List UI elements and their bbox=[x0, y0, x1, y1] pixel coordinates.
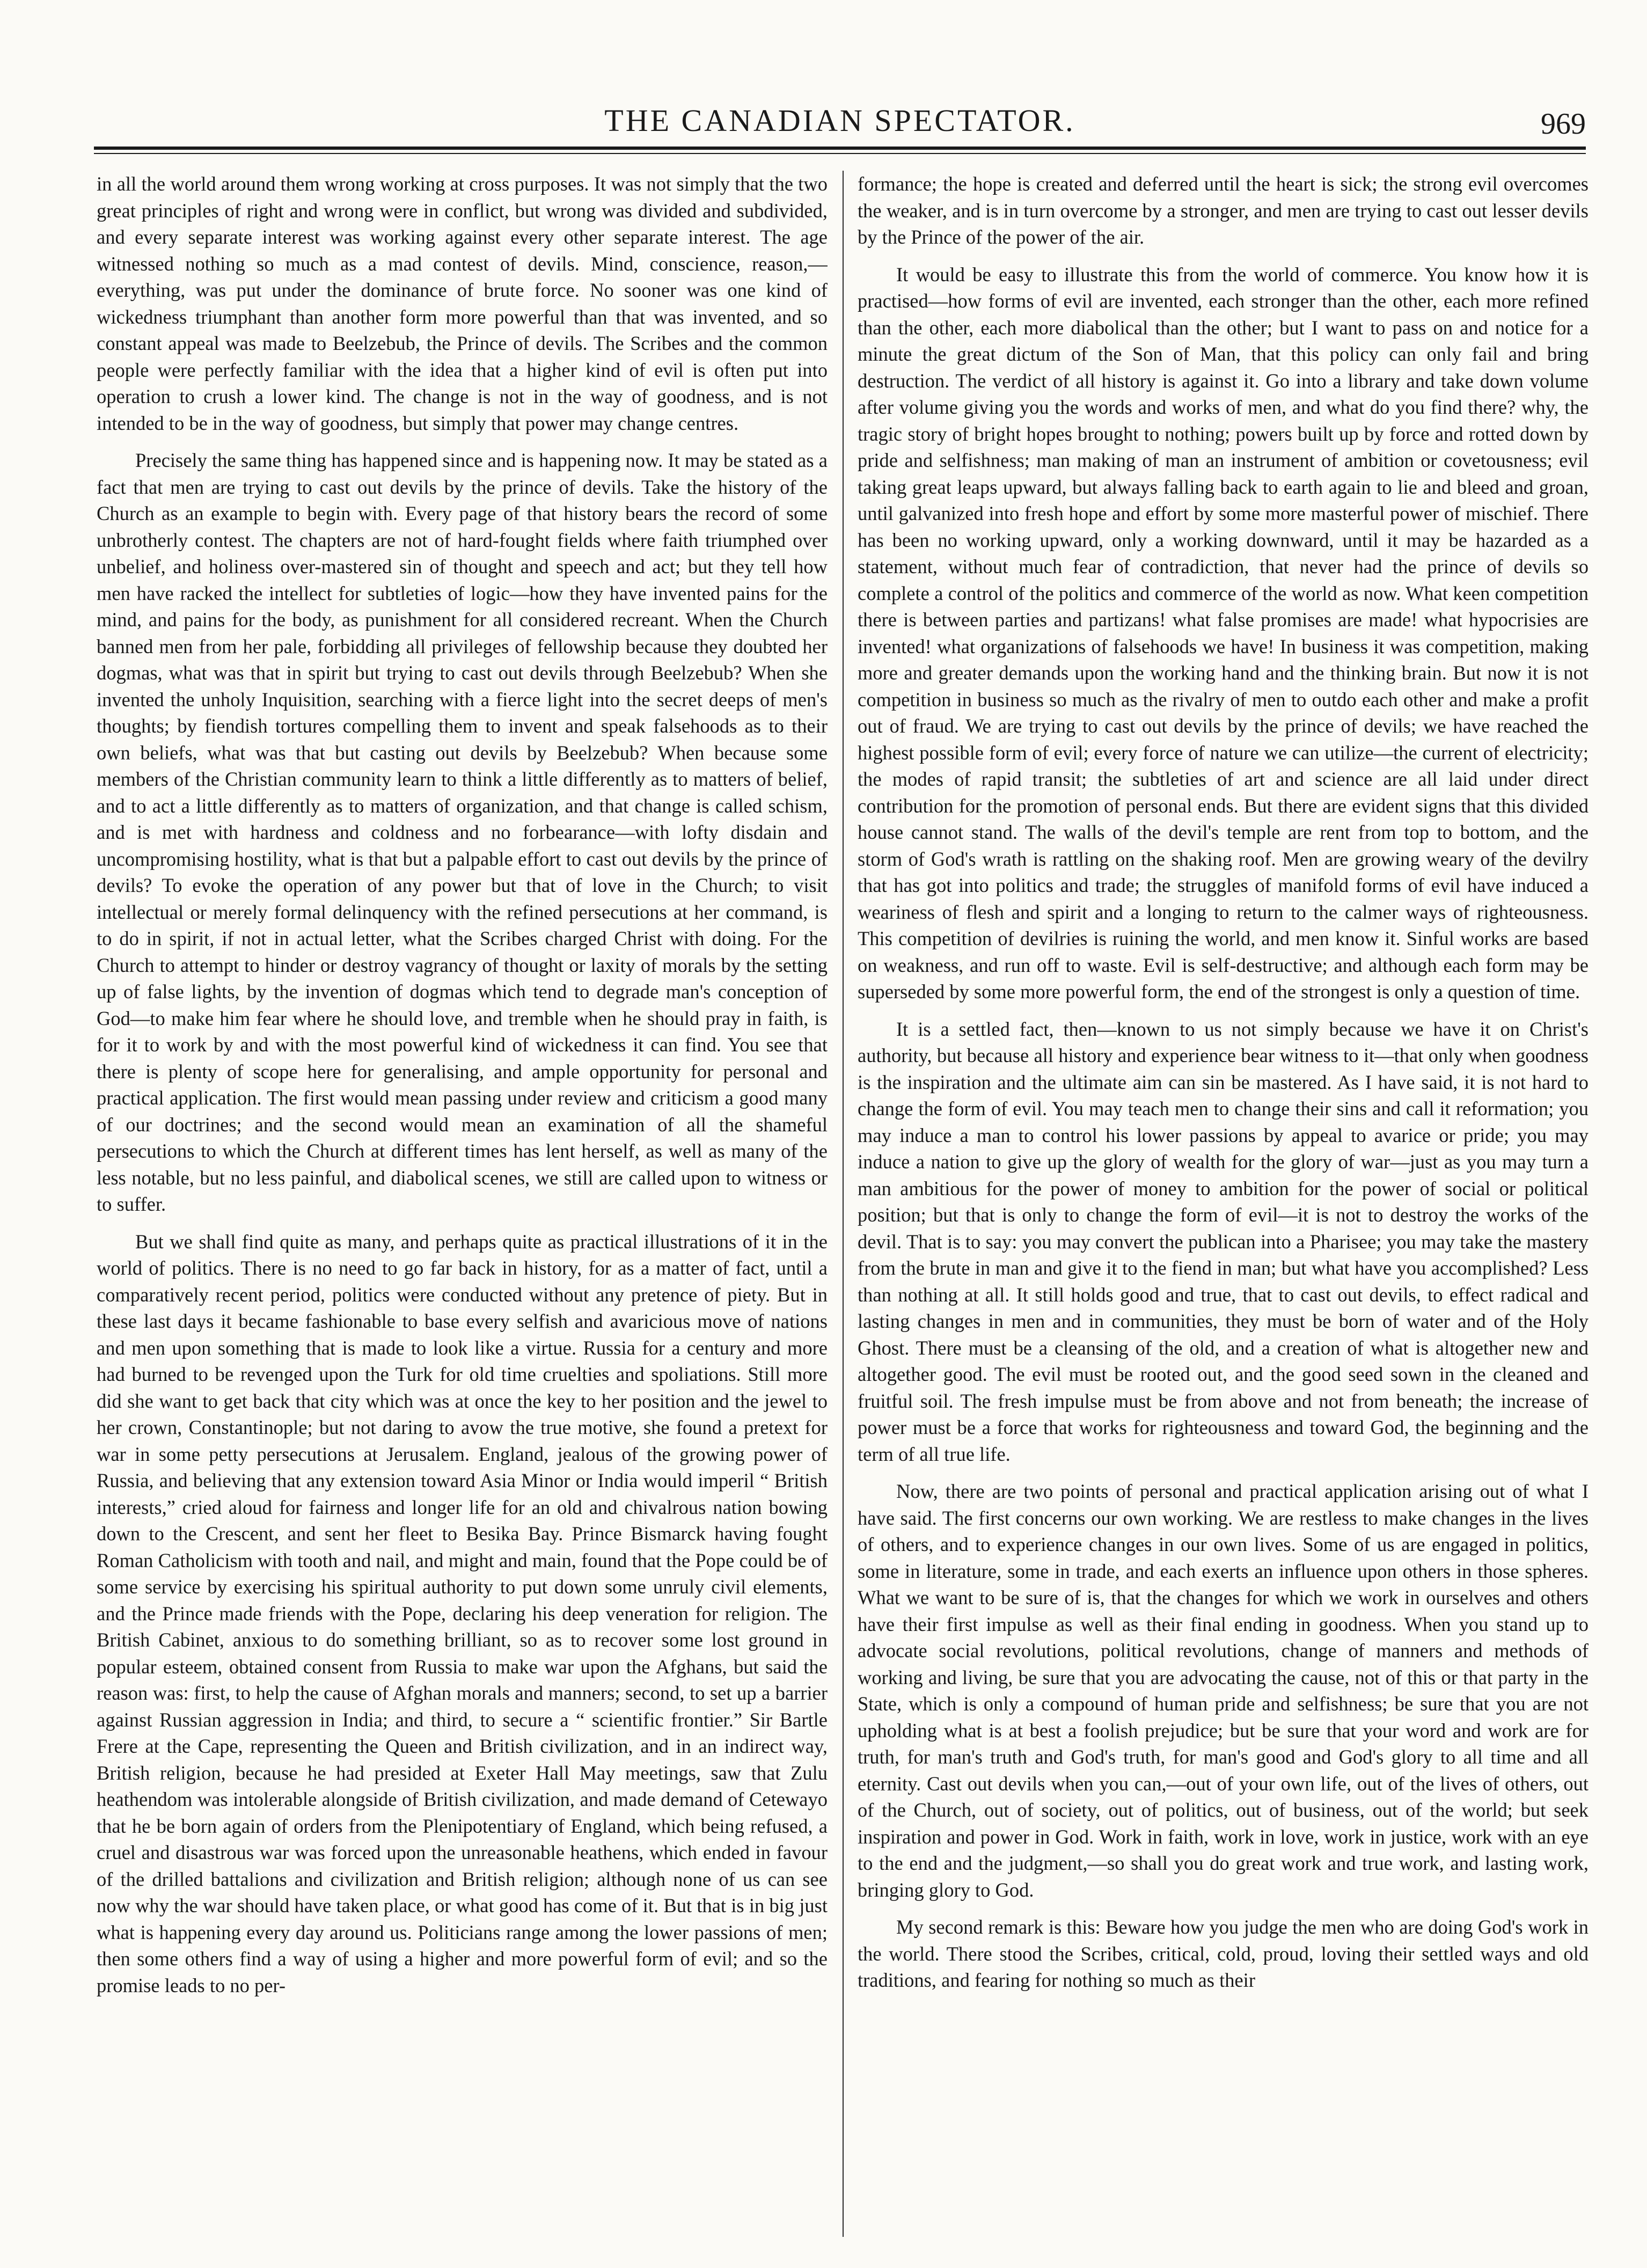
left-paragraph-1: in all the world around them wrong working at cross purposes. It was not simply that the two great principles of right and wrong were in conflict, but wrong was divided and subdivided, and every separate interest was working against every other separate interest. The age witnessed nothing so much as a mad contest of devils. Mind, conscience, reason,—everything, was put under the dominance of brute force. No sooner was one kind of wickedness triumphant than another form more powerful than that was invented, and so constant appeal was made to Beelzebub, the Prince of devils. The Scribes and the common people were perfectly familiar with the idea that a higher kind of evil is often put into operation to crush a lower kind. The change is not in the way of goodness, and is not intended to be in the way of goodness, but simply that power may change centres. bbox=[97, 173, 828, 434]
page-number: 969 bbox=[1541, 107, 1586, 141]
left-paragraph-2: Precisely the same thing has happened since and is happening now. It may be stated as a fact that men are trying to cast out devils by the prince of devils. Take the history of the Church as an example to begin with. Every page of that history bears the record of some unbrotherly contest. The chapters are not of hard-fought fields where faith triumphed over unbelief, and holiness over-mastered sin of thought and speech and act; but they tell how men have racked the intellect for subtleties of logic—how they have invented pains for the mind, and pains for the body, as punishment for all considered recreant. When the Church banned men from her pale, forbidding all privileges of fellowship because they doubted her dogmas, what was that in spirit but trying to cast out devils through Beelzebub? When she invented the unholy Inquisition, searching with a fierce light into the secret deeps of men's thoughts; by fiendish tortures compelling them to invent and speak falsehoods as to their own beliefs, what was that but casting out devils by Beelzebub? When because some members of the Christian community learn to think a little differently as to matters of belief, and to act a little differently as to matters of organization, and that change is called schism, and is met with hardness and coldness and no forbearance—with lofty disdain and uncompromising hostility, what is that but a palpable effort to cast out devils by the prince of devils? To evoke the operation of any power but that of love in the Church; to visit intellectual or merely formal delinquency with the refined persecutions at her command, is to do in spirit, if not in actual letter, what the Scribes charged Christ with doing. For the Church to attempt to hinder or destroy vagrancy of thought or laxity of morals by the setting up of false lights, by the invention of dogmas which tend to degrade man's conception of God—to make him fear where he should love, and tremble when he should pray in faith, is for it to work by and with the most powerful kind of wickedness it can find. You see that there is plenty of scope here for generalising, and ample opportunity for personal and practical application. The first would mean passing under review and criticism a good many of our doctrines; and the second would mean an examination of all the shameful persecutions to which the Church at different times has lent herself, as well as many of the less notable, but no less painful, and diabolical scenes, we still are called upon to witness or to suffer. bbox=[97, 449, 828, 1215]
right-column bbox=[858, 171, 1589, 2237]
header-rule-thick bbox=[94, 147, 1586, 150]
right-paragraph-1: formance; the hope is created and deferred until the heart is sick; the strong evil overcomes the weaker, and is in turn overcome by a stronger, and men are trying to cast out lesser devils by the Prince of the power of the air. bbox=[858, 173, 1589, 248]
header-rule-thin bbox=[94, 153, 1586, 154]
right-paragraph-4: Now, there are two points of personal and practical application arising out of what I have said. The first concerns our own working. We are restless to make changes in the lives of others, and to experience changes in our own lives. Some of us are engaged in politics, some in literature, some in trade, and each exerts an influence upon others in those spheres. What we want to be sure of is, that the changes for which we work in ourselves and others have their first impulse as well as their final ending in goodness. When you stand up to advocate social revolutions, political revolutions, change of manners and methods of working and living, be sure that you are advocating the cause, not of this or that party in the State, which is only a compound of human pride and selfishness; be sure that you are not upholding what is at best a foolish prejudice; but be sure that your word and work are for truth, for man's truth and God's truth, for man's good and God's glory to all time and all eternity. Cast out devils when you can,—out of your own life, out of the lives of others, out of the Church, out of society, out of politics, out of business, out of the world; but seek inspiration and power in God. Work in faith, work in love, work in justice, work with an eye to the end and the judgment,—so shall you do great work and true work, and lasting work, bringing glory to God. bbox=[858, 1480, 1589, 1901]
right-paragraph-2: It would be easy to illustrate this from the world of commerce. You know how it is practised—how forms of evil are invented, each stronger than the other, each more refined than the other, each more diabolical than the other; but I want to pass on and notice for a minute the great dictum of the Son of Man, that this policy can only fail and bring destruction. The verdict of all history is against it. Go into a library and take down volume after volume giving you the words and works of men, and what do you find there? why, the tragic story of bright hopes brought to nothing; powers built up by force and rotted down by pride and selfishness; man making of man an instrument of ambition or covetousness; evil taking great leaps upward, but always falling back to earth again to lie and bleed and groan, until galvanized into fresh hope and effort by some more masterful power of mischief. There has been no working upward, only a working downward, until it may be hazarded as a statement, without much fear of contradiction, that never had the prince of devils so complete a control of the politics and commerce of the world as now. What keen competition there is between parties and partizans! what false promises are made! what hypocrisies are invented! what organizations of falsehoods we have! In business it was competition, making more and greater demands upon the working hand and the thinking brain. But now it is not competition in business so much as the rivalry of men to outdo each other and make a profit out of fraud. We are trying to cast out devils by the prince of devils; we have reached the highest possible form of evil; every force of nature we can utilize—the current of electricity; the modes of rapid transit; the subtleties of art and science are all laid under direct contribution for the promotion of personal ends. But there are evident signs that this divided house cannot stand. The walls of the devil's temple are rent from top to bottom, and the storm of God's wrath is rattling on the shaking roof. Men are growing weary of the devilry that has got into politics and trade; the struggles of manifold forms of evil have induced a weariness of flesh and spirit and a longing to return to the calmer ways of righteousness. This competition of devilries is ruining the world, and men know it. Sinful works are based on weakness, and run off to waste. Evil is self-destructive; and although each form may be superseded by some more powerful form, the end of the strongest is only a question of time. bbox=[858, 263, 1589, 1003]
right-paragraph-5: My second remark is this: Beware how you judge the men who are doing God's work in the world. There stood the Scribes, critical, cold, proud, loving their settled ways and old traditions, and fearing for nothing so much as their bbox=[858, 1916, 1589, 1991]
left-column bbox=[97, 171, 828, 2237]
masthead-title: THE CANADIAN SPECTATOR. bbox=[604, 103, 1075, 138]
column-divider bbox=[843, 171, 844, 2237]
right-paragraph-3: It is a settled fact, then—known to us not simply because we have it on Christ's authority, but because all history and experience bear witness to it—that only when goodness is the inspiration and the ultimate aim can sin be mastered. As I have said, it is not hard to change the form of evil. You may teach men to change their sins and call it reformation; you may induce a man to control his lower passions by appeal to avarice or pride; you may induce a nation to give up the glory of wealth for the glory of war—just as you may turn a man ambitious for the power of money to ambition for the power of social or political position; but that is only to change the form of evil—it is not to destroy the works of the devil. That is to say: you may convert the publican into a Pharisee; you may take the mastery from the brute in man and give it to the fiend in man; but what have you accomplished? Less than nothing at all. It still holds good and true, that to cast out devils, to effect radical and lasting changes in men and in communities, they must be born of water and of the Holy Ghost. There must be a cleansing of the old, and a creation of what is altogether new and altogether good. The evil must be rooted out, and the good seed sown in the cleaned and fruitful soil. The fresh impulse must be from above and not from beneath; the increase of power must be a force that works for righteousness and toward God, the beginning and the term of all true life. bbox=[858, 1018, 1589, 1465]
left-paragraph-3: But we shall find quite as many, and perhaps quite as practical illustrations of it in the world of politics. There is no need to go far back in history, for as a matter of fact, until a comparatively recent period, politics were conducted without any pretence of piety. But in these last days it became fashionable to base every selfish and avaricious move of nations and men upon something that is made to look like a virtue. Russia for a century and more had burned to be revenged upon the Turk for old time cruelties and spoliations. Still more did she want to get back that city which was at once the key to her position and the jewel to her crown, Constantinople; but not daring to avow the true motive, she found a pretext for war in some petty persecutions at Jerusalem. England, jealous of the growing power of Russia, and believing that any extension toward Asia Minor or India would imperil “ British interests,” cried aloud for fairness and longer life for an old and chivalrous nation bowing down to the Crescent, and sent her fleet to Besika Bay. Prince Bismarck having fought Roman Catholicism with tooth and nail, and might and main, found that the Pope could be of some service by exercising his spiritual authority to put down some unruly civil elements, and the Prince made friends with the Pope, declaring his deep veneration for religion. The British Cabinet, anxious to do something brilliant, so as to recover some lost ground in popular esteem, obtained consent from Russia to make war upon the Afghans, but said the reason was: first, to help the cause of Afghan morals and manners; second, to set up a barrier against Russian aggression in India; and third, to secure a “ scientific frontier.” Sir Bartle Frere at the Cape, representing the Queen and British civilization, and in an indirect way, British religion, because he had presided at Exeter Hall May meetings, saw that Zulu heathendom was intolerable alongside of British civilization, and made demand of Cetewayo that he be born again of orders from the Plenipotentiary of England, which being refused, a cruel and disastrous war was forced upon the unreasonable heathens, which ended in favour of the drilled battalions and civilization and British religion; although none of us can see now why the war should have taken place, or what good has come of it. But that is in big just what is happening every day around us. Politicians range among the lower passions of men; then some others find a way of using a higher and more powerful form of evil; and so the promise leads to no per- bbox=[97, 1230, 828, 1996]
page-header bbox=[94, 94, 1586, 142]
